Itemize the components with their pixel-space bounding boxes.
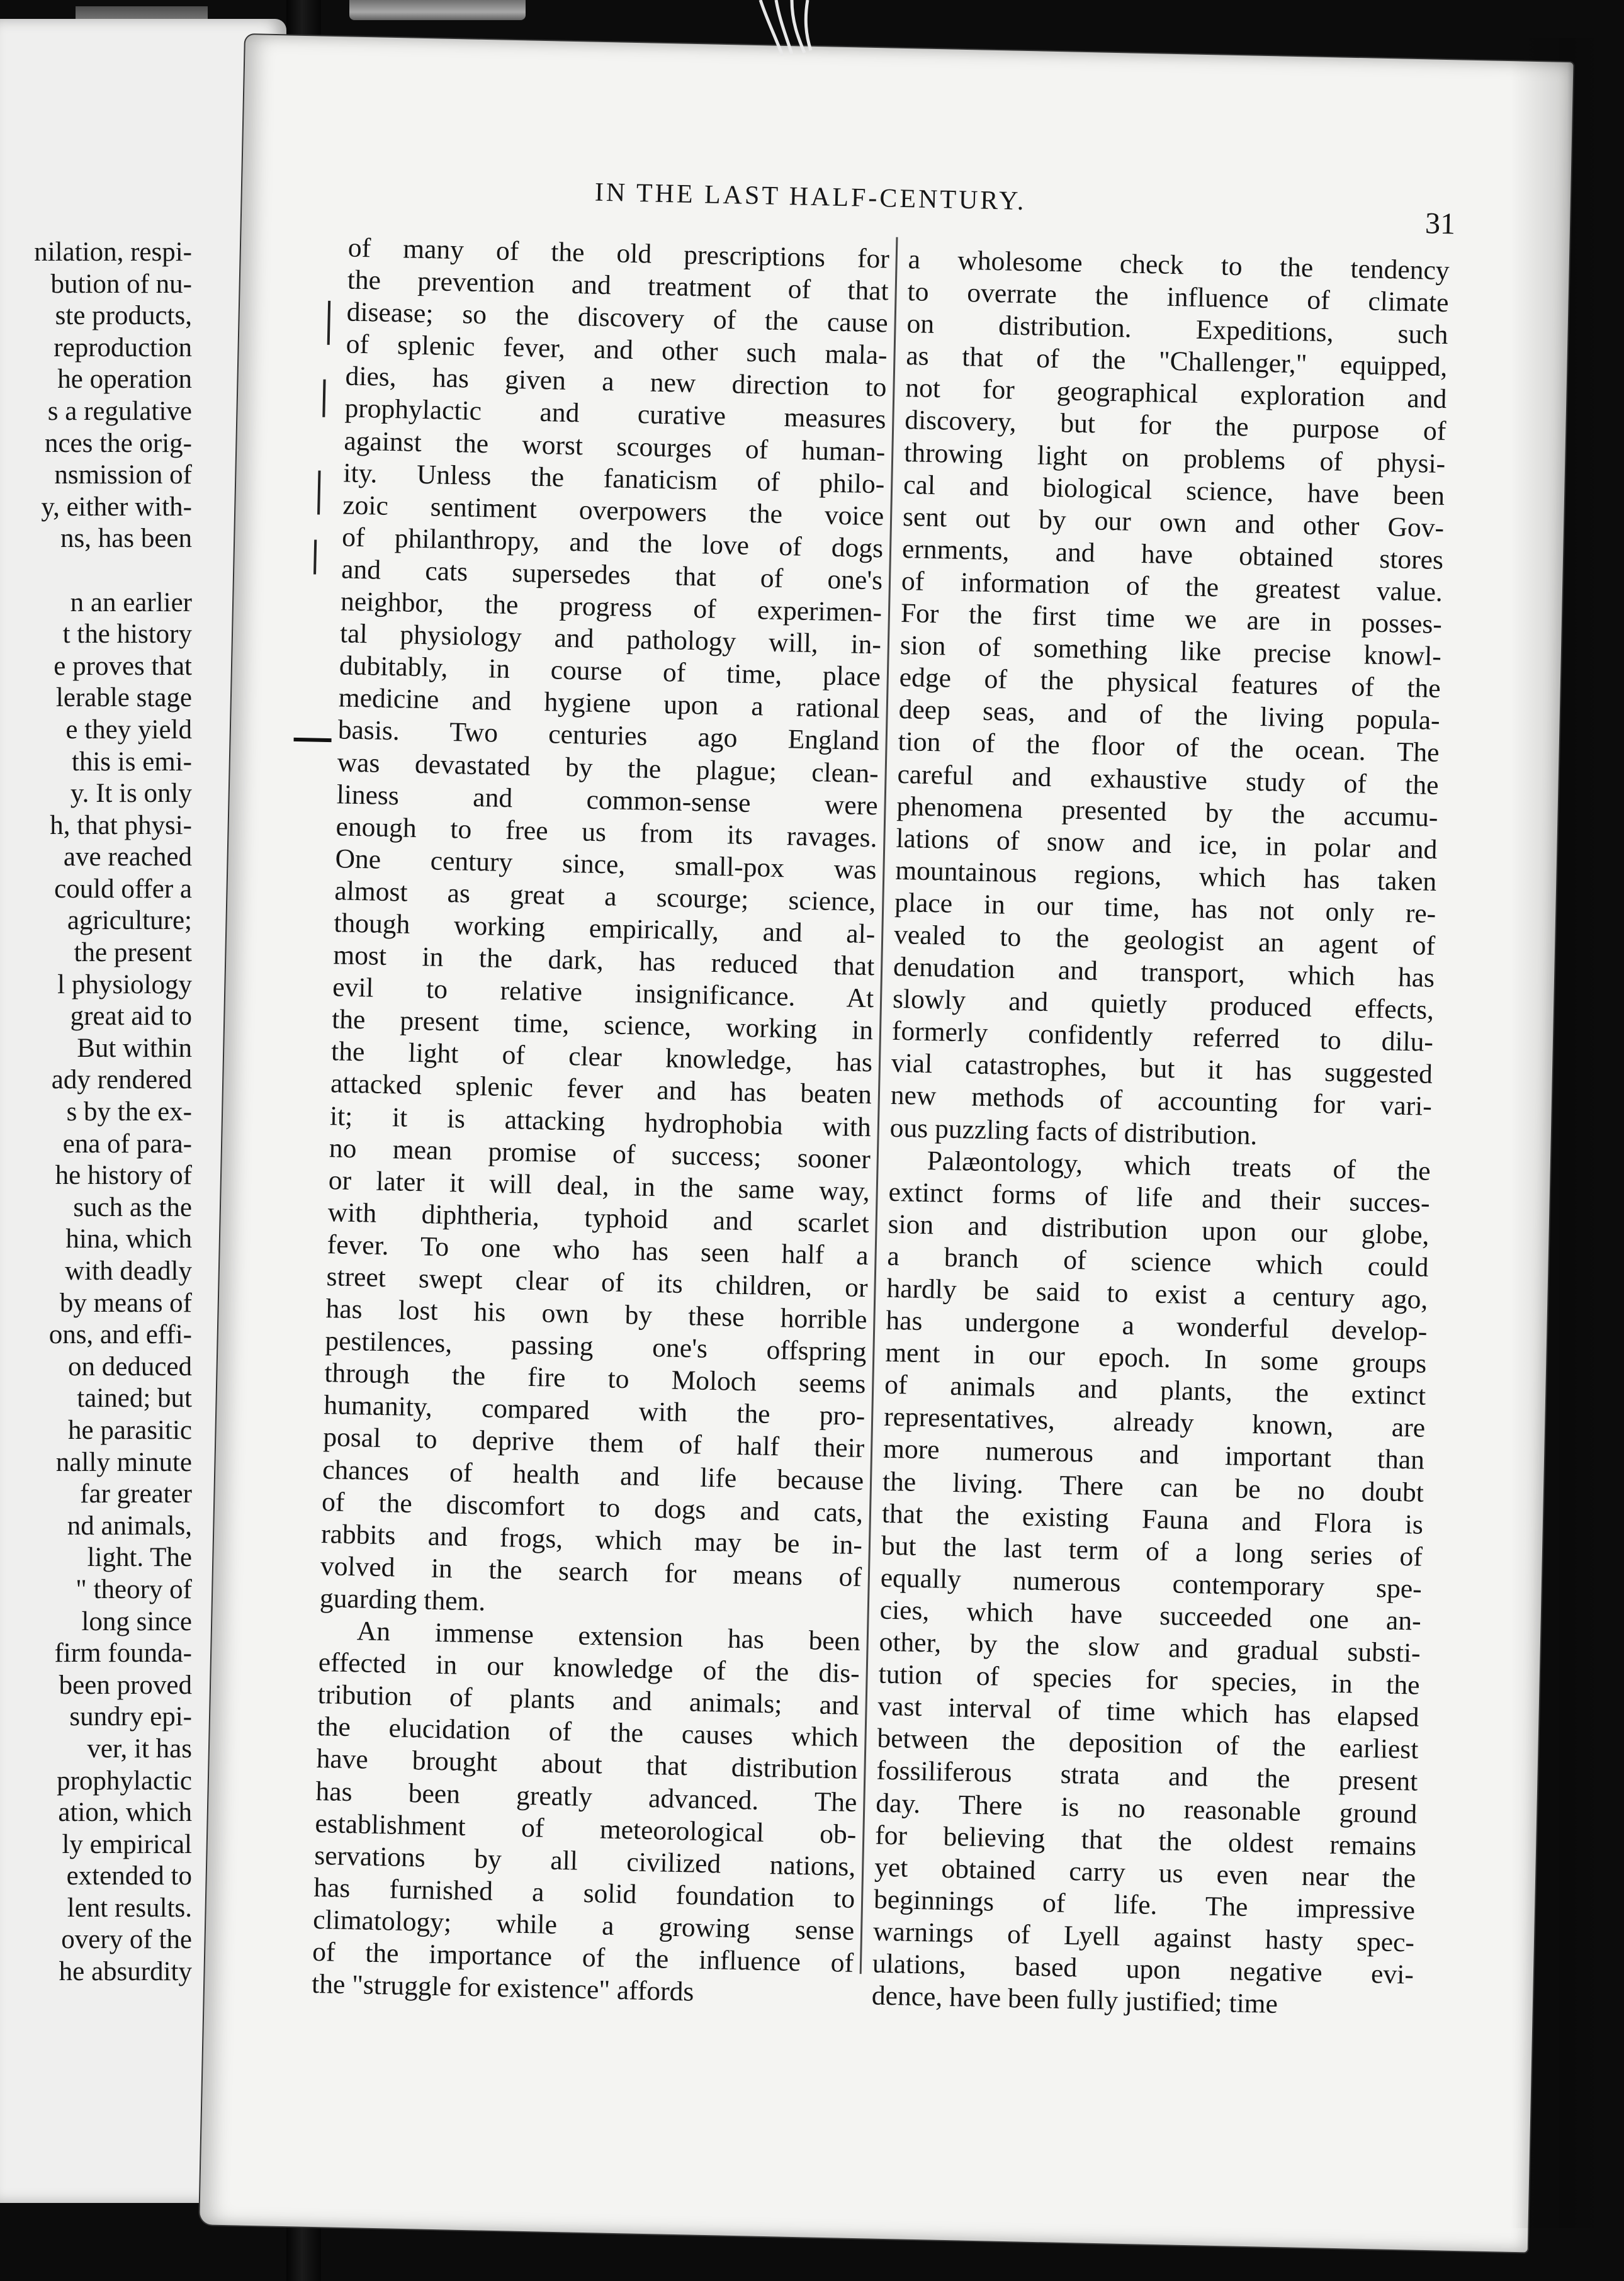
text-line: dubitably, in course of time, place: [339, 650, 881, 692]
text-line: tal physiology and pathology will, in-: [339, 618, 882, 660]
text-line: beginnings of life. The impressive: [873, 1884, 1416, 1926]
text-line: vealed to the geologist an agent of: [893, 919, 1436, 961]
text-line: have brought about that distribution: [316, 1743, 858, 1786]
text-line: for believing that the oldest remains: [874, 1820, 1417, 1862]
text-line: guarding them.: [319, 1582, 486, 1617]
text-line: vast interval of time which has elapsed: [877, 1691, 1419, 1733]
text-line: nally minute: [55, 1447, 192, 1477]
text-line: enough to free us from its ravages.: [336, 811, 878, 853]
text-line: the living. There can be no doubt: [882, 1466, 1424, 1508]
text-line: light. The: [87, 1543, 192, 1573]
page-number: 31: [1424, 206, 1456, 241]
text-column-right: [871, 244, 1450, 2024]
text-line: dence, have been fully justified; time: [871, 1980, 1278, 2020]
text-line: servations by all civilized nations,: [313, 1840, 856, 1882]
text-line: other, by the slow and gradual substi-: [879, 1626, 1421, 1669]
text-line: ns, has been: [60, 524, 192, 554]
text-line: has furnished a solid foundation to: [313, 1872, 855, 1914]
text-line: or later it will deal, in the same way,: [328, 1164, 871, 1207]
text-line: of splenic fever, and other such mala-: [346, 329, 888, 371]
text-line: throwing light on problems of physi-: [903, 437, 1446, 479]
text-line: bution of nu-: [50, 269, 192, 299]
text-line: For the first time we are in posses-: [900, 598, 1443, 640]
text-line: sion of something like precise knowl-: [899, 630, 1442, 672]
text-line: more numerous and important than: [882, 1434, 1425, 1476]
text-line: and cats supersedes that of one's: [341, 554, 883, 596]
text-line: ation, which: [58, 1798, 192, 1828]
text-line: sion and distribution upon our globe,: [888, 1208, 1429, 1251]
text-line: ena of para-: [62, 1129, 192, 1159]
text-line: One century since, small-pox was: [335, 843, 877, 886]
text-line: yet obtained carry us even near the: [874, 1852, 1416, 1894]
page-31: [200, 35, 1573, 2252]
text-line: dies, has given a new direction to: [345, 361, 887, 403]
text-line: of animals and plants, the extinct: [884, 1370, 1426, 1412]
text-line: ave reached: [63, 842, 192, 872]
text-line: pestilences, passing one's offspring: [325, 1326, 867, 1368]
text-line: reproduction: [54, 332, 192, 363]
text-line: effected in our knowledge of the dis-: [318, 1647, 860, 1689]
text-line: slowly and quietly produced effects,: [892, 984, 1435, 1026]
text-line: [0, 555, 192, 587]
text-line: it; it is attacking hydrophobia with: [329, 1100, 872, 1142]
text-line: the "struggle for existence" affords: [311, 1968, 694, 2007]
text-line: zoic sentiment overpowers the voice: [342, 490, 884, 532]
text-line: to overrate the influence of climate: [907, 276, 1449, 318]
text-line: no mean promise of success; sooner: [329, 1132, 871, 1174]
text-line: ity. Unless the fanaticism of philo-: [342, 458, 885, 500]
text-line: against the worst scourges of human-: [344, 425, 886, 467]
text-line: attacked splenic fever and has beaten: [330, 1068, 872, 1110]
text-line: y. It is only: [70, 779, 192, 809]
text-line: l physiology: [57, 969, 192, 1000]
text-line: a wholesome check to the tendency: [908, 244, 1450, 286]
text-line: ernments, and have obtained stores: [901, 533, 1444, 575]
text-line: the elucidation of the causes which: [317, 1711, 859, 1754]
text-line: nilation, respi-: [34, 237, 192, 267]
text-line: great aid to: [70, 1001, 192, 1032]
margin-pencil-mark: [317, 471, 320, 515]
text-line: through the fire to Moloch seems: [324, 1358, 866, 1400]
text-line: posal to deprive them of half their: [322, 1422, 865, 1464]
margin-dash-mark: [294, 738, 332, 742]
text-line: volved in the search for means of: [320, 1550, 862, 1592]
text-column-left: [312, 232, 890, 2012]
text-line: he absurdity: [59, 1957, 192, 1987]
text-line: place in our time, has not only re-: [894, 887, 1436, 929]
text-line: establishment of meteorological ob-: [315, 1808, 857, 1850]
text-line: street swept clear of its children, or: [326, 1261, 869, 1304]
text-line: of the importance of the influence of: [312, 1936, 854, 1978]
text-line: could offer a: [54, 874, 192, 904]
text-line: has lost his own by these horrible: [325, 1293, 867, 1336]
text-line: ulations, based upon negative evi-: [872, 1948, 1414, 1990]
page-clip-edge: [76, 6, 208, 20]
text-line: medicine and hygiene upon a rational: [338, 682, 881, 724]
text-line: that the existing Fauna and Flora is: [881, 1498, 1424, 1540]
text-line: the present time, science, working in: [331, 1004, 874, 1046]
margin-pencil-mark: [327, 301, 330, 345]
text-line: nces the orig-: [44, 428, 192, 458]
text-line: But within: [77, 1033, 192, 1063]
text-line: nsmission of: [54, 460, 192, 490]
text-line: t the history: [62, 619, 192, 650]
text-line: the present: [74, 938, 192, 968]
text-line: careful and exhaustive study of the: [897, 758, 1439, 801]
text-line: tion of the floor of the ocean. The: [898, 726, 1440, 769]
previous-page-text-column: [0, 237, 192, 1988]
text-line: was devastated by the plague; clean-: [337, 746, 879, 789]
text-line: agriculture;: [67, 906, 192, 936]
text-line: chances of health and life because: [322, 1454, 864, 1496]
text-line: lations of snow and ice, in polar and: [895, 823, 1438, 865]
text-line: lerable stage: [55, 683, 192, 713]
text-line: rabbits and frogs, which may be in-: [320, 1518, 863, 1560]
text-line: fever. To one who has seen half a: [327, 1229, 869, 1271]
text-line: fossiliferous strata and the present: [876, 1755, 1418, 1798]
text-line: cies, which have succeeded one an-: [879, 1594, 1422, 1636]
text-line: cal and biological science, have been: [903, 469, 1445, 511]
text-line: formerly confidently referred to dilu-: [891, 1016, 1434, 1058]
text-line: y, either with-: [41, 492, 192, 522]
text-line: mountainous regions, which has taken: [894, 855, 1437, 897]
text-line: almost as great a scourge; science,: [334, 876, 876, 918]
text-line: representatives, already known, are: [883, 1402, 1426, 1444]
text-line: he history of: [55, 1161, 192, 1191]
text-line: e proves that: [54, 651, 192, 681]
text-line: evil to relative insignificance. At: [332, 972, 874, 1014]
text-line: with deadly: [65, 1256, 192, 1286]
text-line: such as the: [73, 1192, 192, 1222]
text-line: but the last term of a long series of: [881, 1530, 1423, 1572]
text-line: ous puzzling facts of distribution.: [889, 1112, 1258, 1151]
text-line: he parasitic: [68, 1415, 192, 1445]
page-edge-shadow: [1511, 38, 1605, 2228]
text-line: has undergone a wonderful develop-: [885, 1305, 1428, 1347]
text-line: of information of the greatest value.: [901, 565, 1443, 607]
bookmark-string-icon: [748, 0, 823, 57]
text-line: deep seas, and of the living popula-: [898, 694, 1441, 736]
text-line: disease; so the discovery of the cause: [346, 296, 889, 339]
text-line: n an earlier: [70, 587, 192, 617]
text-line: on deduced: [67, 1351, 192, 1382]
text-line: denudation and transport, which has: [893, 951, 1435, 993]
text-line: nd animals,: [67, 1511, 192, 1541]
text-line: with diphtheria, typhoid and scarlet: [327, 1197, 870, 1239]
text-line: though working empirically, and al-: [333, 908, 876, 950]
text-line: of philanthropy, and the love of dogs: [341, 522, 884, 564]
text-line: has been greatly advanced. The: [315, 1776, 857, 1818]
text-line: extinct forms of life and their succes-: [888, 1176, 1431, 1219]
text-line: not for geographical exploration and: [905, 373, 1447, 415]
running-title: IN THE LAST HALF-CENTURY.: [594, 177, 1027, 217]
text-line: ady rendered: [51, 1065, 192, 1095]
text-line: ment in our epoch. In some groups: [884, 1337, 1427, 1379]
text-line: as that of the "Challenger," equipped,: [906, 341, 1448, 383]
text-line: s by the ex-: [66, 1097, 192, 1127]
text-line: " theory of: [76, 1574, 192, 1604]
text-line: h, that physi-: [50, 810, 192, 840]
text-line: tribution of plants and animals; and: [317, 1679, 860, 1721]
margin-pencil-mark: [322, 380, 325, 417]
text-line: long since: [81, 1606, 192, 1636]
text-line: liness and common-sense were: [336, 779, 879, 821]
text-line: Palæontology, which treats of the: [927, 1145, 1431, 1186]
text-line: discovery, but for the purpose of: [904, 405, 1446, 447]
text-line: this is emi-: [71, 746, 192, 777]
margin-pencil-mark: [313, 539, 317, 574]
text-line: hina, which: [65, 1224, 192, 1254]
text-line: equally numerous contemporary spe-: [880, 1562, 1423, 1604]
text-line: prophylactic: [57, 1766, 192, 1796]
text-line: of many of the old prescriptions for: [347, 232, 890, 274]
text-line: s a regulative: [47, 396, 192, 426]
text-line: humanity, compared with the pro-: [323, 1390, 866, 1432]
text-line: basis. Two centuries ago England: [337, 714, 880, 757]
text-line: lent results.: [67, 1893, 192, 1923]
text-line: An immense extension has been: [356, 1616, 861, 1657]
text-line: extended to: [66, 1861, 192, 1891]
text-line: day. There is no reasonable ground: [875, 1788, 1418, 1830]
text-line: by means of: [59, 1288, 192, 1318]
text-line: ver, it has: [87, 1733, 192, 1764]
text-line: warnings of Lyell against hasty spec-: [872, 1916, 1415, 1958]
text-line: most in the dark, has reduced that: [332, 940, 875, 982]
page-header: [242, 170, 1570, 241]
text-line: between the deposition of the earliest: [877, 1723, 1419, 1765]
text-line: new methods of accounting for vari-: [890, 1080, 1433, 1122]
text-line: of the discomfort to dogs and cats,: [321, 1486, 864, 1528]
text-line: hardly be said to exist a century ago,: [886, 1273, 1428, 1315]
text-line: climatology; while a growing sense: [312, 1904, 855, 1946]
text-line: overy of the: [61, 1925, 192, 1955]
text-line: ons, and effi-: [48, 1320, 192, 1350]
text-line: e they yield: [65, 714, 192, 745]
text-line: tution of species for species, in the: [878, 1659, 1420, 1701]
text-line: the light of clear knowledge, has: [330, 1036, 873, 1078]
text-line: ly empirical: [62, 1829, 192, 1859]
text-line: ste products,: [55, 301, 192, 331]
text-line: tained; but: [77, 1383, 192, 1414]
text-line: sundry epi-: [69, 1702, 192, 1732]
text-line: firm founda-: [54, 1638, 192, 1669]
text-line: phenomena presented by the accumu-: [896, 791, 1438, 833]
text-line: edge of the physical features of the: [899, 662, 1441, 704]
text-line: far greater: [80, 1479, 192, 1509]
text-line: prophylactic and curative measures: [344, 393, 886, 435]
text-line: sent out by our own and other Gov-: [902, 501, 1445, 543]
text-line: on distribution. Expeditions, such: [906, 308, 1448, 351]
text-line: he operation: [57, 364, 192, 395]
text-line: been proved: [59, 1670, 192, 1700]
text-line: the prevention and treatment of that: [347, 264, 889, 307]
text-line: vial catastrophes, but it has suggested: [891, 1048, 1433, 1090]
page-clip-edge-top: [349, 0, 526, 20]
text-line: neighbor, the progress of experimen-: [340, 586, 882, 628]
text-line: a branch of science which could: [887, 1241, 1429, 1283]
